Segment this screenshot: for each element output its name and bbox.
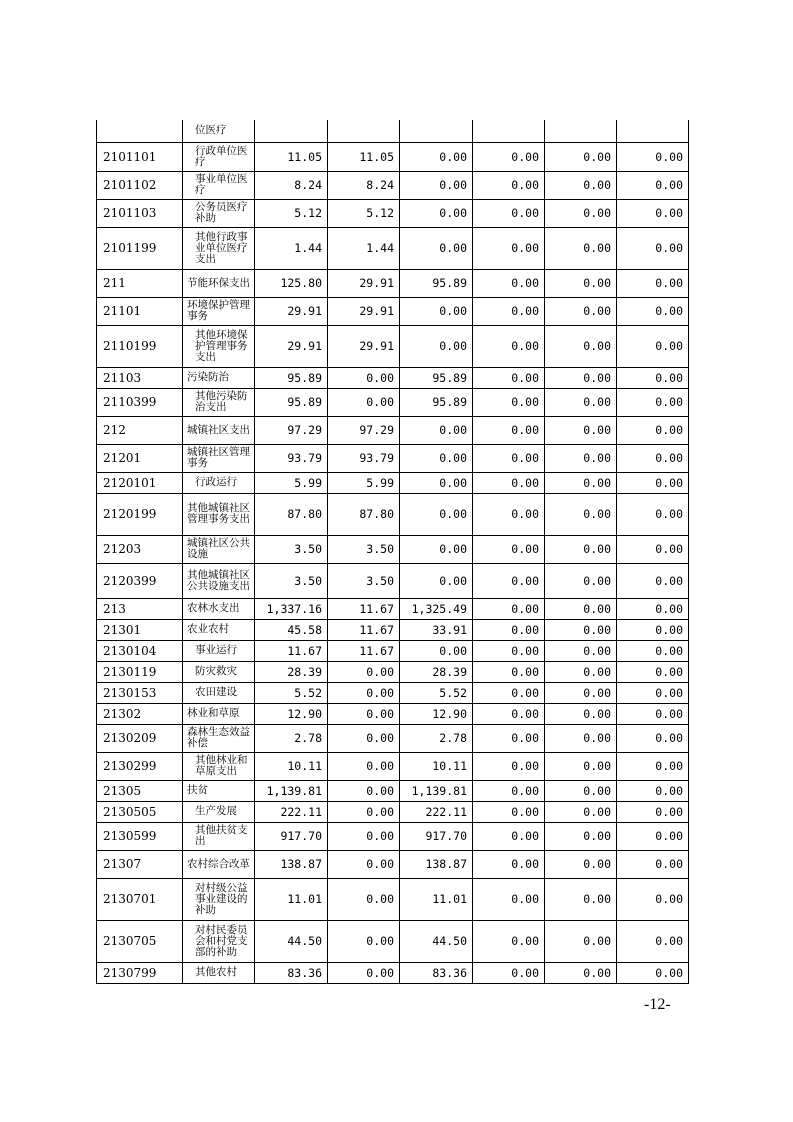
amount-cell: 5.12 [255,199,328,227]
subject-code-cell: 2130153 [97,682,183,703]
amount-cell: 0.00 [400,416,473,444]
amount-cell: 0.00 [473,724,545,752]
amount-cell: 0.00 [473,878,545,920]
amount-cell: 1,139.81 [400,780,473,801]
amount-cell: 0.00 [545,227,617,269]
subject-code-cell: 2130209 [97,724,183,752]
amount-cell: 0.00 [473,598,545,619]
amount-cell: 0.00 [617,850,689,878]
amount-cell: 3.50 [255,563,328,598]
amount-cell: 0.00 [473,142,545,171]
amount-cell: 0.00 [617,822,689,850]
amount-cell: 0.00 [400,640,473,661]
amount-cell: 0.00 [473,493,545,535]
amount-cell: 222.11 [255,801,328,822]
amount-cell: 95.89 [400,388,473,416]
amount-cell: 917.70 [255,822,328,850]
page-number: -12- [644,996,671,1013]
amount-cell: 11.01 [255,878,328,920]
amount-cell: 8.24 [255,171,328,199]
amount-cell [617,120,689,142]
amount-cell: 3.50 [328,563,400,598]
amount-cell: 97.29 [328,416,400,444]
table-row [97,444,689,472]
amount-cell: 83.36 [255,962,328,983]
table-row [97,619,689,640]
amount-cell: 0.00 [545,269,617,297]
amount-cell: 0.00 [617,920,689,962]
amount-cell [400,120,473,142]
amount-cell: 0.00 [545,661,617,682]
table-row [97,661,689,682]
amount-cell: 0.00 [328,367,400,388]
amount-cell: 0.00 [617,472,689,493]
table-row [97,472,689,493]
subject-code-cell [97,120,183,142]
subject-code-cell: 2130705 [97,920,183,962]
table-row [97,120,689,142]
amount-cell: 0.00 [617,535,689,563]
amount-cell: 0.00 [617,297,689,325]
amount-cell: 0.00 [545,388,617,416]
subject-code-cell: 2120101 [97,472,183,493]
amount-cell: 0.00 [328,920,400,962]
amount-cell: 0.00 [617,962,689,983]
subject-name-cell: 公务员医疗补助 [183,199,255,227]
subject-code-cell: 2130119 [97,661,183,682]
table-row [97,850,689,878]
amount-cell: 138.87 [255,850,328,878]
amount-cell: 0.00 [617,752,689,780]
amount-cell: 0.00 [545,640,617,661]
amount-cell: 97.29 [255,416,328,444]
subject-name-cell: 污染防治 [183,367,255,388]
amount-cell: 0.00 [473,171,545,199]
amount-cell: 0.00 [545,920,617,962]
amount-cell: 0.00 [617,724,689,752]
amount-cell: 3.50 [255,535,328,563]
amount-cell: 8.24 [328,171,400,199]
subject-code-cell: 21103 [97,367,183,388]
amount-cell: 0.00 [328,724,400,752]
amount-cell: 0.00 [400,297,473,325]
table-row [97,801,689,822]
table-row [97,752,689,780]
amount-cell: 0.00 [617,388,689,416]
subject-name-cell: 其他污染防治支出 [183,388,255,416]
amount-cell: 0.00 [545,752,617,780]
amount-cell: 83.36 [400,962,473,983]
subject-name-cell: 森林生态效益补偿 [183,724,255,752]
subject-name-cell: 城镇社区支出 [183,416,255,444]
subject-name-cell: 事业运行 [183,640,255,661]
amount-cell: 0.00 [400,472,473,493]
amount-cell: 0.00 [545,444,617,472]
subject-name-cell: 行政运行 [183,472,255,493]
amount-cell [255,120,328,142]
amount-cell: 0.00 [328,822,400,850]
amount-cell: 0.00 [328,703,400,724]
amount-cell: 12.90 [255,703,328,724]
amount-cell: 11.01 [400,878,473,920]
amount-cell: 0.00 [617,801,689,822]
amount-cell: 0.00 [473,752,545,780]
amount-cell: 0.00 [328,682,400,703]
amount-cell: 10.11 [400,752,473,780]
amount-cell: 0.00 [545,682,617,703]
subject-name-cell: 其他扶贫支出 [183,822,255,850]
amount-cell: 10.11 [255,752,328,780]
amount-cell: 0.00 [545,171,617,199]
table-row [97,962,689,983]
subject-name-cell: 其他环境保护管理事务支出 [183,325,255,367]
amount-cell: 0.00 [328,388,400,416]
subject-code-cell: 2130701 [97,878,183,920]
table-row [97,920,689,962]
subject-name-cell: 其他城镇社区公共设施支出 [183,563,255,598]
amount-cell: 0.00 [473,682,545,703]
amount-cell: 0.00 [545,297,617,325]
table-row [97,682,689,703]
amount-cell: 0.00 [617,142,689,171]
amount-cell: 0.00 [545,878,617,920]
amount-cell: 0.00 [545,493,617,535]
amount-cell: 0.00 [400,199,473,227]
amount-cell: 125.80 [255,269,328,297]
amount-cell: 0.00 [617,619,689,640]
amount-cell: 0.00 [545,962,617,983]
amount-cell: 0.00 [473,269,545,297]
amount-cell: 0.00 [473,962,545,983]
amount-cell: 0.00 [328,780,400,801]
amount-cell: 0.00 [617,780,689,801]
amount-cell: 95.89 [400,269,473,297]
amount-cell: 11.67 [328,640,400,661]
amount-cell [545,120,617,142]
table-row [97,388,689,416]
amount-cell: 0.00 [328,752,400,780]
subject-code-cell: 2110199 [97,325,183,367]
amount-cell: 87.80 [255,493,328,535]
amount-cell: 0.00 [545,535,617,563]
amount-cell: 45.58 [255,619,328,640]
expenditure-table [96,120,689,984]
subject-name-cell: 生产发展 [183,801,255,822]
amount-cell: 5.12 [328,199,400,227]
subject-code-cell: 21203 [97,535,183,563]
amount-cell: 1,337.16 [255,598,328,619]
subject-name-cell: 其他行政事业单位医疗支出 [183,227,255,269]
amount-cell: 0.00 [545,724,617,752]
amount-cell: 93.79 [328,444,400,472]
subject-code-cell: 21305 [97,780,183,801]
subject-name-cell: 对村级公益事业建设的补助 [183,878,255,920]
amount-cell: 0.00 [400,227,473,269]
amount-cell: 0.00 [400,325,473,367]
amount-cell: 917.70 [400,822,473,850]
amount-cell: 0.00 [617,171,689,199]
subject-code-cell: 2110399 [97,388,183,416]
subject-name-cell: 环境保护管理事务 [183,297,255,325]
subject-name-cell: 城镇社区公共设施 [183,535,255,563]
amount-cell: 0.00 [617,325,689,367]
amount-cell: 138.87 [400,850,473,878]
amount-cell: 0.00 [617,563,689,598]
subject-name-cell: 扶贫 [183,780,255,801]
amount-cell: 95.89 [255,388,328,416]
amount-cell: 1,325.49 [400,598,473,619]
subject-name-cell: 节能环保支出 [183,269,255,297]
table-row [97,367,689,388]
amount-cell: 0.00 [328,962,400,983]
subject-name-cell: 农林水支出 [183,598,255,619]
amount-cell: 0.00 [617,416,689,444]
amount-cell: 87.80 [328,493,400,535]
amount-cell: 0.00 [545,142,617,171]
amount-cell: 0.00 [545,598,617,619]
amount-cell: 0.00 [473,619,545,640]
subject-code-cell: 2130505 [97,801,183,822]
table-row [97,598,689,619]
table-row [97,297,689,325]
subject-code-cell: 2120399 [97,563,183,598]
amount-cell [328,120,400,142]
subject-code-cell: 2101102 [97,171,183,199]
amount-cell: 44.50 [400,920,473,962]
amount-cell: 11.05 [328,142,400,171]
table-row [97,535,689,563]
amount-cell: 1,139.81 [255,780,328,801]
table-row [97,780,689,801]
amount-cell: 95.89 [255,367,328,388]
amount-cell: 0.00 [545,472,617,493]
amount-cell: 0.00 [473,822,545,850]
amount-cell: 0.00 [545,801,617,822]
amount-cell: 11.67 [328,619,400,640]
subject-code-cell: 2101101 [97,142,183,171]
amount-cell: 0.00 [617,878,689,920]
amount-cell: 0.00 [545,619,617,640]
amount-cell: 0.00 [400,444,473,472]
subject-name-cell: 农田建设 [183,682,255,703]
table-row [97,563,689,598]
amount-cell: 0.00 [328,661,400,682]
subject-code-cell: 211 [97,269,183,297]
table-row [97,171,689,199]
amount-cell: 0.00 [328,850,400,878]
amount-cell: 5.99 [328,472,400,493]
amount-cell: 0.00 [617,269,689,297]
table-body [97,120,689,983]
table-row [97,640,689,661]
amount-cell: 0.00 [473,535,545,563]
amount-cell: 0.00 [400,535,473,563]
amount-cell: 0.00 [473,640,545,661]
amount-cell: 0.00 [473,388,545,416]
amount-cell: 0.00 [545,325,617,367]
subject-name-cell: 农业农村 [183,619,255,640]
table-row [97,724,689,752]
amount-cell: 0.00 [617,227,689,269]
table-row [97,416,689,444]
table-row [97,199,689,227]
amount-cell [473,120,545,142]
amount-cell: 0.00 [473,227,545,269]
subject-code-cell: 2130599 [97,822,183,850]
subject-name-cell: 林业和草原 [183,703,255,724]
amount-cell: 0.00 [473,801,545,822]
amount-cell: 0.00 [545,563,617,598]
amount-cell: 0.00 [328,878,400,920]
amount-cell: 0.00 [473,780,545,801]
amount-cell: 0.00 [545,703,617,724]
table-row [97,493,689,535]
amount-cell: 0.00 [473,703,545,724]
subject-code-cell: 2130799 [97,962,183,983]
amount-cell: 0.00 [473,850,545,878]
amount-cell: 0.00 [545,850,617,878]
amount-cell: 0.00 [545,416,617,444]
subject-code-cell: 213 [97,598,183,619]
amount-cell: 0.00 [617,199,689,227]
amount-cell: 0.00 [473,661,545,682]
subject-name-cell: 对村民委员会和村党支部的补助 [183,920,255,962]
amount-cell: 0.00 [473,325,545,367]
amount-cell: 0.00 [617,703,689,724]
amount-cell: 0.00 [545,199,617,227]
subject-code-cell: 2130299 [97,752,183,780]
amount-cell: 5.52 [255,682,328,703]
subject-name-cell: 行政单位医疗 [183,142,255,171]
subject-name-cell: 农村综合改革 [183,850,255,878]
amount-cell: 28.39 [400,661,473,682]
amount-cell: 0.00 [473,416,545,444]
amount-cell: 0.00 [617,640,689,661]
subject-code-cell: 212 [97,416,183,444]
table-row [97,227,689,269]
amount-cell: 0.00 [473,444,545,472]
subject-code-cell: 21101 [97,297,183,325]
amount-cell: 1.44 [328,227,400,269]
table-row [97,142,689,171]
amount-cell: 0.00 [473,563,545,598]
table-row [97,878,689,920]
amount-cell: 1.44 [255,227,328,269]
amount-cell: 28.39 [255,661,328,682]
subject-code-cell: 2120199 [97,493,183,535]
amount-cell: 2.78 [255,724,328,752]
table-row [97,703,689,724]
subject-name-cell: 位医疗 [183,120,255,142]
amount-cell: 93.79 [255,444,328,472]
amount-cell: 44.50 [255,920,328,962]
subject-code-cell: 2130104 [97,640,183,661]
table-row [97,269,689,297]
amount-cell: 11.67 [255,640,328,661]
subject-name-cell: 防灾救灾 [183,661,255,682]
subject-name-cell: 其他林业和草原支出 [183,752,255,780]
subject-code-cell: 21201 [97,444,183,472]
amount-cell: 3.50 [328,535,400,563]
amount-cell: 29.91 [328,325,400,367]
amount-cell: 0.00 [473,367,545,388]
amount-cell: 0.00 [617,493,689,535]
amount-cell: 0.00 [617,367,689,388]
amount-cell: 12.90 [400,703,473,724]
amount-cell: 95.89 [400,367,473,388]
amount-cell: 0.00 [617,682,689,703]
amount-cell: 0.00 [545,822,617,850]
amount-cell: 0.00 [473,920,545,962]
amount-cell: 33.91 [400,619,473,640]
amount-cell: 0.00 [473,297,545,325]
table-row [97,822,689,850]
subject-code-cell: 21301 [97,619,183,640]
subject-name-cell: 其他农村 [183,962,255,983]
subject-code-cell: 2101103 [97,199,183,227]
amount-cell: 0.00 [473,472,545,493]
amount-cell: 29.91 [328,297,400,325]
amount-cell: 0.00 [400,142,473,171]
amount-cell: 0.00 [328,801,400,822]
subject-name-cell: 事业单位医疗 [183,171,255,199]
amount-cell: 29.91 [255,297,328,325]
amount-cell: 0.00 [400,563,473,598]
subject-name-cell: 其他城镇社区管理事务支出 [183,493,255,535]
amount-cell: 0.00 [617,444,689,472]
subject-code-cell: 2101199 [97,227,183,269]
amount-cell: 5.52 [400,682,473,703]
amount-cell: 0.00 [400,171,473,199]
amount-cell: 0.00 [473,199,545,227]
amount-cell: 11.67 [328,598,400,619]
subject-code-cell: 21302 [97,703,183,724]
amount-cell: 2.78 [400,724,473,752]
amount-cell: 29.91 [255,325,328,367]
amount-cell: 0.00 [545,367,617,388]
amount-cell: 5.99 [255,472,328,493]
amount-cell: 0.00 [545,780,617,801]
amount-cell: 29.91 [328,269,400,297]
amount-cell: 0.00 [617,598,689,619]
subject-code-cell: 21307 [97,850,183,878]
amount-cell: 0.00 [400,493,473,535]
amount-cell: 222.11 [400,801,473,822]
table-row [97,325,689,367]
amount-cell: 0.00 [617,661,689,682]
subject-name-cell: 城镇社区管理事务 [183,444,255,472]
amount-cell: 11.05 [255,142,328,171]
